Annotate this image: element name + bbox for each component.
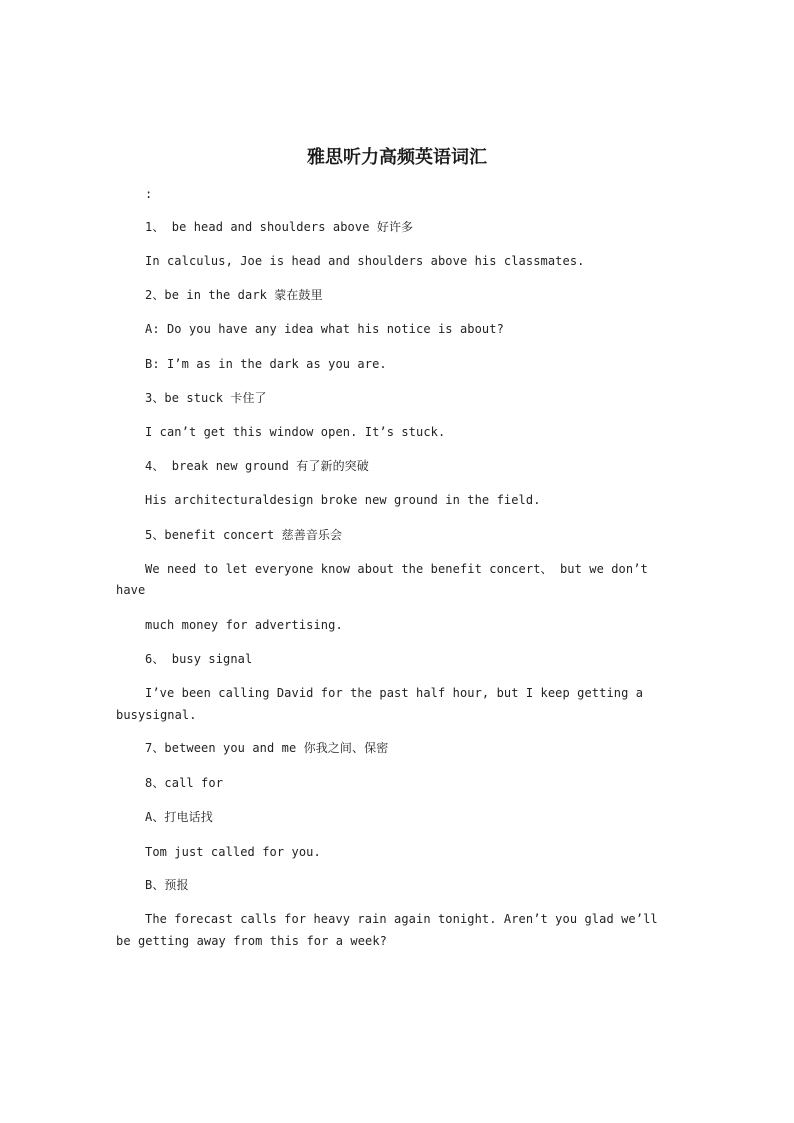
vocab-heading: 4、 break new ground 有了新的突破 [145, 459, 369, 473]
example-sentence: A: Do you have any idea what his notice is about? [145, 322, 504, 336]
vocab-heading: 8、call for [145, 776, 224, 790]
vocab-heading: 1、 be head and shoulders above 好许多 [145, 220, 414, 234]
example-sentence: I can’t get this window open. It’s stuck. [145, 425, 446, 439]
example-sentence: Tom just called for you. [145, 845, 321, 859]
example-sentence: B: I’m as in the dark as you are. [145, 357, 387, 371]
example-sentence: His architecturaldesign broke new ground in the field. [145, 493, 541, 507]
example-sentence: much money for advertising. [145, 618, 343, 632]
example-sentence: The forecast calls for heavy rain again tonight. Aren’t you glad we’ll [145, 912, 658, 926]
example-sentence: In calculus, Joe is head and shoulders above his classmates. [145, 254, 585, 268]
example-sentence-continued: have [116, 583, 146, 597]
vocab-heading: 2、be in the dark 蒙在鼓里 [145, 288, 323, 302]
vocab-heading: 3、be stuck 卡住了 [145, 391, 267, 405]
example-sentence: We need to let everyone know about the benefit concert、 but we don’t [145, 562, 648, 576]
vocab-heading: 7、between you and me 你我之间、保密 [145, 741, 389, 755]
example-sentence-continued: be getting away from this for a week? [116, 934, 388, 948]
document-title: 雅思听力高频英语词汇 [307, 147, 487, 168]
vocab-heading: 5、benefit concert 慈善音乐会 [145, 528, 343, 542]
example-sentence: I’ve been calling David for the past half hour, but I keep getting a [145, 686, 644, 700]
vocab-heading: 6、 busy signal [145, 652, 253, 666]
sub-meaning: B、预报 [145, 878, 189, 892]
text-line: : [145, 187, 153, 201]
sub-meaning: A、打电话找 [145, 810, 213, 824]
example-sentence-continued: busysignal. [116, 708, 197, 722]
